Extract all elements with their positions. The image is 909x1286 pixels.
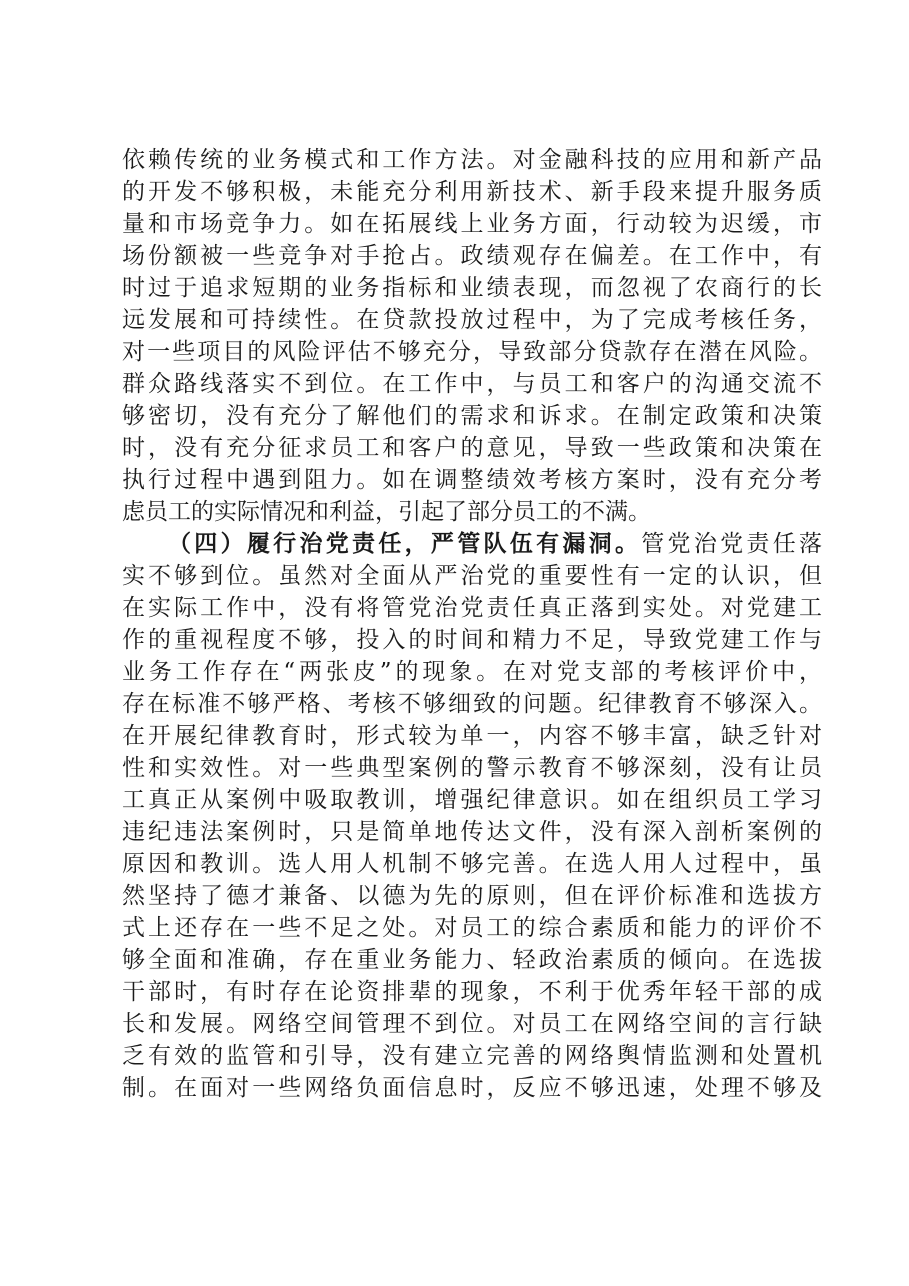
text-line: 时过于追求短期的业务指标和业绩表现，而忽视了农商行的长 — [122, 275, 822, 301]
text-line: 的开发不够积极，未能充分利用新技术、新手段来提升服务质 — [122, 179, 822, 205]
text-line: 够密切，没有充分了解他们的需求和诉求。在制定政策和决策 — [122, 403, 822, 429]
text-line: 然坚持了德才兼备、以德为先的原则，但在评价标准和选拔方 — [122, 883, 822, 909]
text-line: 远发展和可持续性。在贷款投放过程中，为了完成考核任务， — [122, 307, 822, 333]
text-line: 长和发展。网络空间管理不到位。对员工在网络空间的言行缺 — [122, 1011, 822, 1037]
text-line: 作的重视程度不够，投入的时间和精力不足，导致党建工作与 — [122, 627, 822, 653]
text-line: 够全面和准确，存在重业务能力、轻政治素质的倾向。在选拔 — [122, 947, 822, 973]
text-line: 在开展纪律教育时，形式较为单一，内容不够丰富，缺乏针对 — [122, 723, 822, 749]
text-line: 性和实效性。对一些典型案例的警示教育不够深刻，没有让员 — [122, 755, 822, 781]
text-line: 违纪违法案例时，只是简单地传达文件，没有深入剖析案例的 — [122, 819, 822, 845]
text-line: 群众路线落实不到位。在工作中，与员工和客户的沟通交流不 — [122, 371, 822, 397]
text-line: 干部时，有时存在论资排辈的现象，不利于优秀年轻干部的成 — [122, 979, 822, 1005]
body-text — [122, 144, 822, 1104]
section-heading-line — [122, 528, 822, 560]
text-line: 对一些项目的风险评估不够充分，导致部分贷款存在潜在风险。 — [122, 339, 822, 365]
text-line: 量和市场竞争力。如在拓展线上业务方面，行动较为迟缓，市 — [122, 211, 822, 237]
text-line: 存在标准不够严格、考核不够细致的问题。纪律教育不够深入。 — [122, 691, 822, 717]
text-line: 依赖传统的业务模式和工作方法。对金融科技的应用和新产品 — [122, 147, 822, 173]
text-line: 执行过程中遇到阻力。如在调整绩效考核方案时，没有充分考 — [122, 467, 822, 493]
text-line: 原因和教训。选人用人机制不够完善。在选人用人过程中，虽 — [122, 851, 822, 877]
text-line: 乏有效的监管和引导，没有建立完善的网络舆情监测和处置机 — [122, 1043, 822, 1069]
text-line: 制。在面对一些网络负面信息时，反应不够迅速，处理不够及 — [122, 1075, 822, 1101]
section-heading-continuation: 管党治党责任落 — [641, 531, 823, 557]
text-line: 实不够到位。虽然对全面从严治党的重要性有一定的认识，但 — [122, 563, 822, 589]
text-line: 业务工作存在“两张皮”的现象。在对党支部的考核评价中， — [122, 659, 822, 685]
text-line: 虑员工的实际情况和利益，引起了部分员工的不满。 — [122, 499, 651, 525]
text-line: 式上还存在一些不足之处。对员工的综合素质和能力的评价不 — [122, 915, 822, 941]
text-line: 时，没有充分征求员工和客户的意见，导致一些政策和决策在 — [122, 435, 822, 461]
text-line: 在实际工作中，没有将管党治党责任真正落到实处。对党建工 — [122, 595, 822, 621]
text-line: 工真正从案例中吸取教训，增强纪律意识。如在组织员工学习 — [122, 787, 822, 813]
section-heading: （四）履行治党责任，严管队伍有漏洞。 — [168, 530, 642, 557]
text-line: 场份额被一些竞争对手抢占。政绩观存在偏差。在工作中，有 — [122, 243, 822, 269]
